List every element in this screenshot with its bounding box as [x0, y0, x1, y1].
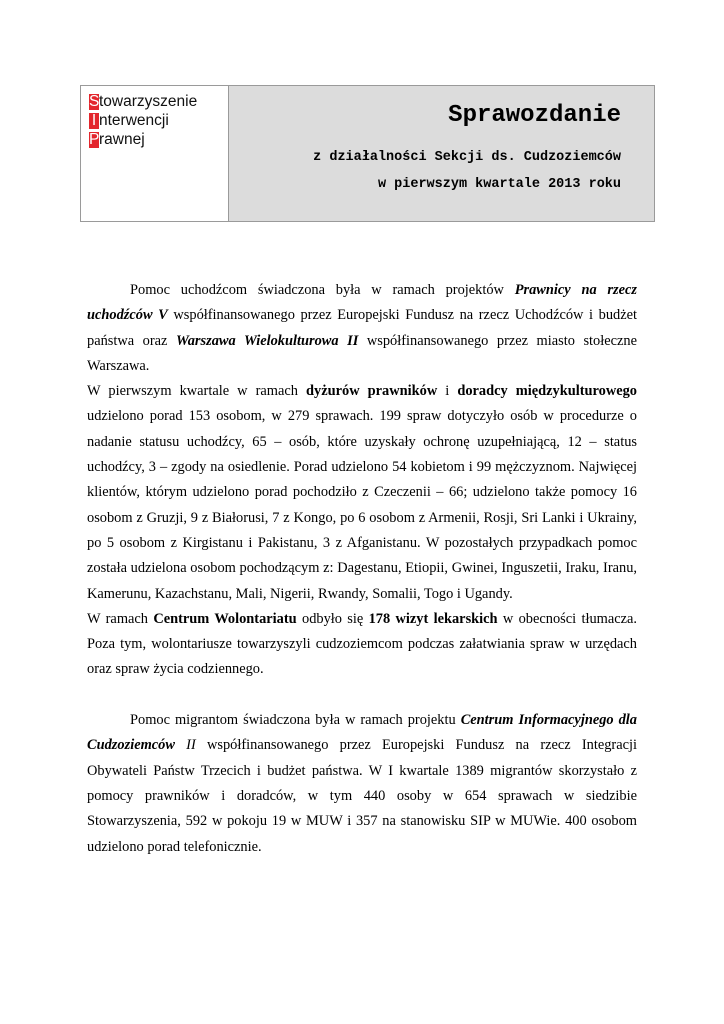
paragraph-refugee-aid — [87, 278, 637, 379]
logo-word: rawnej — [99, 131, 145, 148]
logo-word: nterwencji — [99, 112, 169, 129]
logo-line — [89, 130, 221, 149]
highlight-count: 178 wizyt lekarskich — [368, 610, 498, 627]
text-run: odbyło się — [296, 610, 369, 627]
text-run: Pomoc migrantom świadczona była w ramach projektu — [130, 712, 461, 729]
paragraph-migrant-aid — [87, 708, 637, 860]
logo-line — [89, 111, 221, 130]
project-name: Prawnicy na rzecz uchodźców V — [87, 282, 637, 324]
text-run: współfinansowanego przez miasto stołeczne Warszawa. — [87, 332, 637, 374]
title-cell — [229, 86, 654, 221]
paragraph-spacer — [87, 683, 637, 708]
text-run: udzielono porad 153 osobom, w 279 sprawach. 199 spraw dotyczyło osób w procedurze o nadanie statusu uchodźcy, 65 – osób, które uzyskały ochronę uzupełniającą, 12 – status uchodźcy, 3 – zgody na osiedlenie. Porad udzielono 54 kobietom i 99 mężczyznom. Najwięcej klientów, którym udzielono porad pochodziło z Czeczenii – 66; udzielono także pomocy 16 osobom z Gruzji, 9 z Białorusi, 7 z Kongo, po 6 osobom z Armenii, Rosji, Sri Lanki i Ukrainy, po 5 osobom z Kirgistanu i Pakistanu, 3 z Afganistanu. W pozostałych przypadkach pomoc została udzielona osobom pochodzącym z: Dagestanu, Etiopii, Gwinei, Inguszetii, Iraku, Iranu, Kamerunu, Kazachstanu, Mali, Nigerii, Rwandy, Somalii, Togo i Ugandy. — [87, 408, 637, 602]
document-period: w pierwszym kwartale 2013 roku — [377, 177, 621, 192]
text-run: i — [437, 383, 458, 400]
service-name: Centrum Wolontariatu — [153, 610, 297, 627]
project-name: Warszawa Wielokulturowa II — [175, 332, 359, 349]
service-name: dyżurów prawników — [306, 383, 438, 400]
logo-line — [89, 92, 221, 111]
text-run: Pomoc uchodźcom świadczona była w ramach projektów — [130, 282, 515, 298]
logo-cell — [81, 86, 229, 221]
logo-initial: P — [89, 131, 100, 148]
paragraph-legal-advice — [87, 379, 637, 607]
service-name: doradcy międzykulturowego — [457, 383, 638, 400]
project-name: Centrum Informacyjnego dla Cudzoziemców — [87, 712, 637, 754]
project-edition: II — [174, 737, 196, 754]
paragraph-volunteer-center — [87, 607, 637, 683]
logo-initial: S — [89, 93, 100, 110]
text-run: w obecności tłumacza. Poza tym, wolontariusze towarzyszyli cudzoziemcom podczas załatwiania spraw w urzędach oraz spraw życia codziennego. — [87, 610, 637, 678]
logo-initial: I — [89, 113, 99, 129]
text-run: współfinansowanego przez Europejski Fundusz na rzecz Uchodźców i budżet państwa oraz — [87, 307, 638, 349]
organization-logo — [89, 92, 221, 149]
logo-word: towarzyszenie — [99, 93, 198, 110]
report-body — [87, 278, 637, 860]
text-run: W pierwszym kwartale w ramach — [87, 383, 307, 400]
report-header — [80, 85, 655, 222]
document-title: Sprawozdanie — [448, 102, 621, 129]
text-run: współfinansowanego przez Europejski Fundusz na rzecz Integracji Obywateli Państw Trzecich i budżet państwa. W I kwartale 1389 migrantów skorzystało z pomocy prawników i doradców, w tym 440 osoby w 654 sprawach w siedzibie Stowarzyszenia, 592 w pokoju 19 w MUW i 357 na stanowisku SIP w MUWie. 400 osobom udzielono porad telefonicznie. — [87, 737, 637, 855]
document-subtitle: z działalności Sekcji ds. Cudzoziemców — [313, 150, 621, 165]
text-run: W ramach — [87, 610, 154, 627]
